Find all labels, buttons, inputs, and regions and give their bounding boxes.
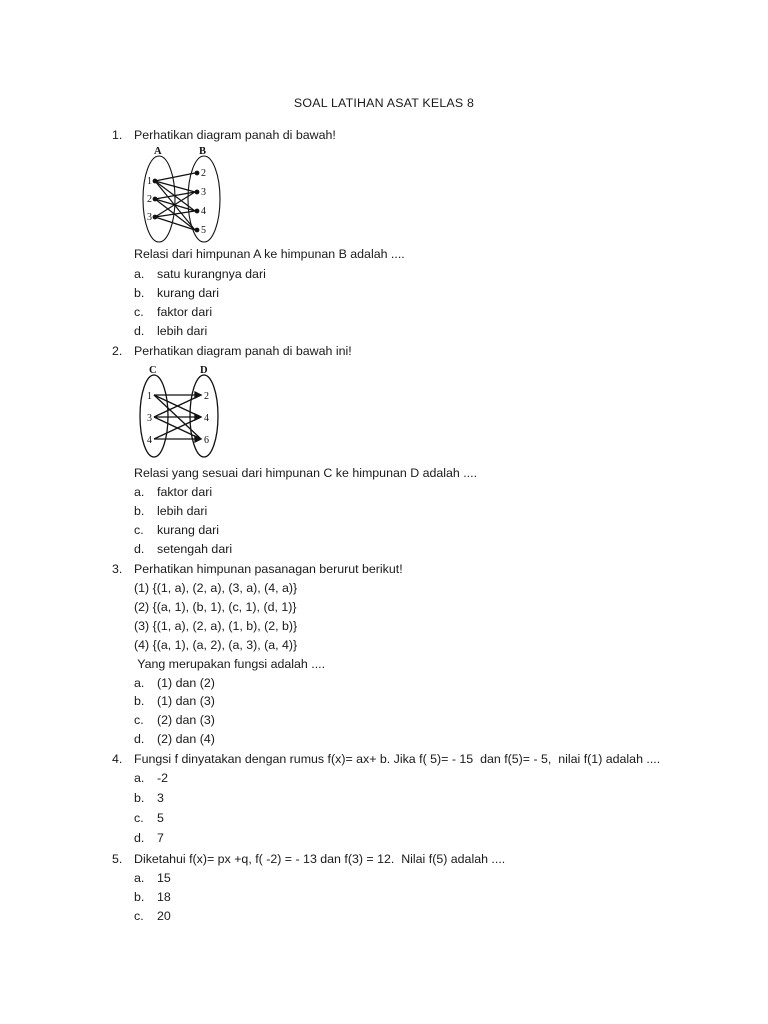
set-b-item: 4 <box>201 206 206 217</box>
option-text: -2 <box>157 771 169 785</box>
ordered-pair-set: (3) {(1, a), (2, a), (1, b), (2, b)} <box>134 619 298 633</box>
option-text: 20 <box>157 909 171 923</box>
set-label-c: C <box>149 365 157 376</box>
set-b-item: 5 <box>201 225 206 236</box>
option-text: (2) dan (4) <box>157 732 215 746</box>
option-text: 7 <box>157 831 164 845</box>
option-text: 5 <box>157 811 164 825</box>
set-a-item: 1 <box>147 176 152 187</box>
arrow-diagram-a-b <box>138 144 228 248</box>
set-b-item: 3 <box>201 187 206 198</box>
option-letter: d. <box>134 732 145 746</box>
option-letter: d. <box>134 831 145 845</box>
option-letter: b. <box>134 286 145 300</box>
option-text: 18 <box>157 890 171 904</box>
option-letter: a. <box>134 267 145 281</box>
option-text: (2) dan (3) <box>157 713 215 727</box>
set-c-ellipse <box>140 375 168 457</box>
question-stem: Relasi dari himpunan A ke himpunan B adalah .... <box>134 247 405 261</box>
option-text: setengah dari <box>157 542 233 556</box>
question-number: 4. <box>112 752 123 766</box>
option-text: (1) dan (2) <box>157 676 215 690</box>
question-text: Fungsi f dinyatakan dengan rumus f(x)= ax+ b. Jika f( 5)= - 15 dan f(5)= - 5, nilai f(1) adalah .... <box>134 752 661 766</box>
ordered-pair-set: (4) {(a, 1), (a, 2), (a, 3), (a, 4)} <box>134 638 298 652</box>
option-letter: a. <box>134 676 145 690</box>
option-letter: d. <box>134 542 145 556</box>
option-letter: b. <box>134 890 145 904</box>
option-text: (1) dan (3) <box>157 694 215 708</box>
set-a-item: 2 <box>147 194 152 205</box>
set-c-item: 3 <box>147 413 152 424</box>
option-text: lebih dari <box>157 324 208 338</box>
question-text: Perhatikan diagram panah di bawah! <box>134 128 336 142</box>
question-number: 5. <box>112 852 123 866</box>
question-text: Perhatikan himpunan pasanagan berurut berikut! <box>134 562 403 576</box>
question-text: Diketahui f(x)= px +q, f( -2) = - 13 dan f(3) = 12. Nilai f(5) adalah .... <box>134 852 506 866</box>
option-letter: a. <box>134 871 145 885</box>
set-c-item: 4 <box>147 435 152 446</box>
set-a-item: 3 <box>147 212 152 223</box>
set-d-item: 6 <box>204 435 209 446</box>
question-number: 2. <box>112 344 123 358</box>
option-letter: a. <box>134 485 145 499</box>
page-title: SOAL LATIHAN ASAT KELAS 8 <box>293 96 475 110</box>
question-text: Perhatikan diagram panah di bawah ini! <box>134 344 352 358</box>
option-letter: c. <box>134 713 144 727</box>
set-d-item: 2 <box>204 391 209 402</box>
option-letter: c. <box>134 305 144 319</box>
option-text: kurang dari <box>157 286 219 300</box>
relation-arrows <box>153 171 199 232</box>
question-stem: Yang merupakan fungsi adalah .... <box>134 657 326 671</box>
ordered-pair-set: (2) {(a, 1), (b, 1), (c, 1), (d, 1)} <box>134 600 297 614</box>
question-number: 3. <box>112 562 123 576</box>
set-label-d: D <box>200 365 208 376</box>
arrow-diagram-c-d <box>138 361 228 461</box>
option-letter: a. <box>134 771 145 785</box>
option-text: faktor dari <box>157 305 213 319</box>
set-c-item: 1 <box>147 391 152 402</box>
question-stem: Relasi yang sesuai dari himpunan C ke himpunan D adalah .... <box>134 466 478 480</box>
option-letter: c. <box>134 909 144 923</box>
ordered-pair-set: (1) {(1, a), (2, a), (3, a), (4, a)} <box>134 581 298 595</box>
option-letter: b. <box>134 694 145 708</box>
option-letter: c. <box>134 523 144 537</box>
option-letter: d. <box>134 324 145 338</box>
set-label-b: B <box>199 146 207 157</box>
option-letter: c. <box>134 811 144 825</box>
option-letter: b. <box>134 791 145 805</box>
set-b-item: 2 <box>201 168 206 179</box>
option-text: kurang dari <box>157 523 219 537</box>
set-label-a: A <box>154 146 162 157</box>
relation-arrows <box>154 392 201 442</box>
option-text: 3 <box>157 791 164 805</box>
set-d-item: 4 <box>204 413 209 424</box>
option-text: faktor dari <box>157 485 213 499</box>
option-text: satu kurangnya dari <box>157 267 266 281</box>
question-number: 1. <box>112 128 123 142</box>
option-letter: b. <box>134 504 145 518</box>
option-text: lebih dari <box>157 504 208 518</box>
option-text: 15 <box>157 871 171 885</box>
